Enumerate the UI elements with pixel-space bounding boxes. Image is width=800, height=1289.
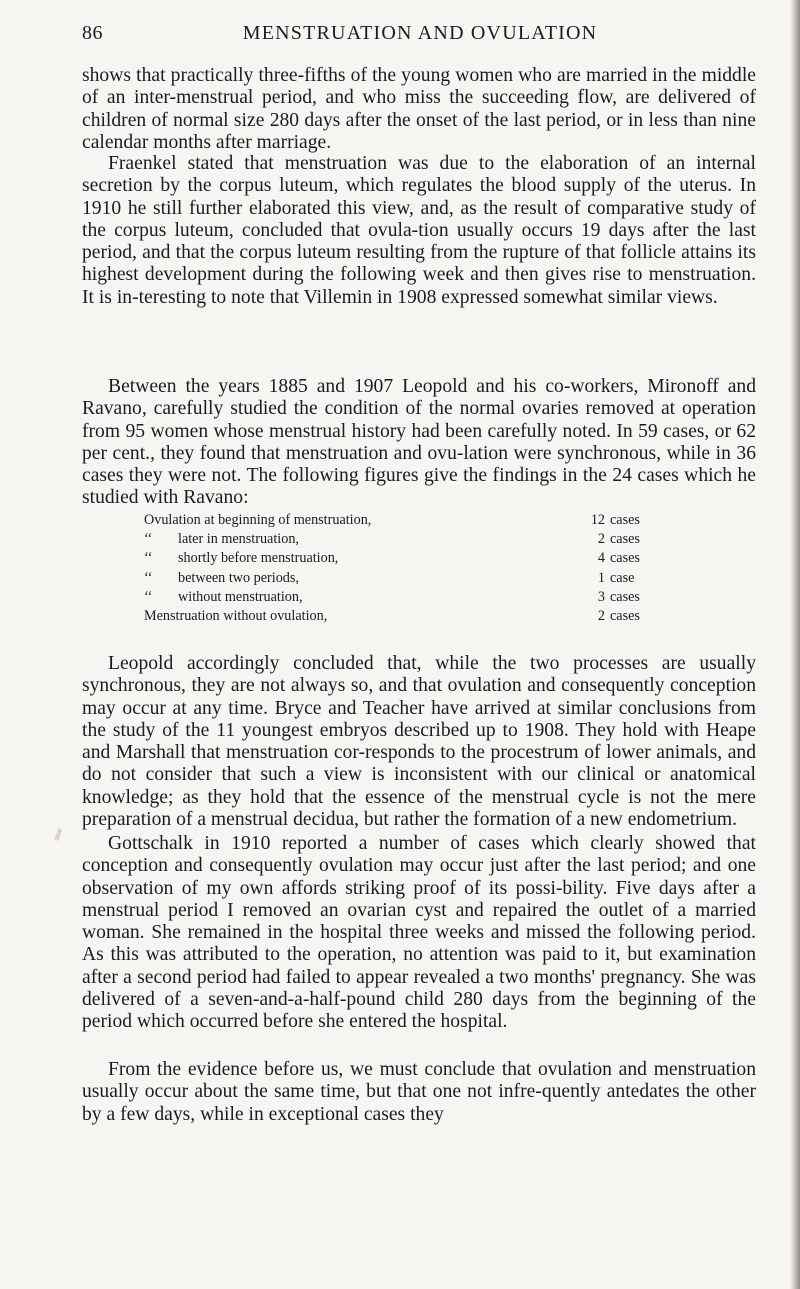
ditto-mark: ‘‘	[144, 531, 153, 548]
ditto-mark: ‘‘	[144, 569, 153, 586]
row-count	[584, 530, 684, 549]
page-header	[82, 22, 758, 50]
row-count	[584, 569, 684, 588]
count-unit: cases	[610, 531, 640, 548]
row-label: Menstruation without ovulation,	[144, 608, 328, 625]
table-row	[144, 530, 684, 549]
count-unit: cases	[610, 588, 640, 605]
ditto-mark: ‘‘	[144, 588, 153, 605]
row-count	[584, 588, 684, 607]
count-value: 12	[590, 512, 605, 528]
findings-table	[144, 511, 684, 626]
count-unit: cases	[610, 512, 640, 528]
paragraph-conclusion: From the evidence before us, we must conclude that ovulation and menstruation usually occur about the same time, but that one not infre-quently antedates the other by a few days, while in exceptional cases they	[82, 1059, 756, 1125]
ditto-mark: ‘‘	[144, 550, 153, 567]
table-row	[144, 549, 684, 568]
margin-mark-icon	[52, 827, 64, 843]
paragraph-fraenkel: Fraenkel stated that menstruation was due to the elaboration of an internal secretion by the corpus luteum, which regulates the blood supply of the uterus. In 1910 he still further elaborated this view, and, as the result of comparative study of the corpus luteum, concluded that ovula-tion usually occurs 19 days after the last period, and that the corpus luteum resulting from the rupture of that follicle attains its highest development during the following week and then gives rise to menstruation. It is in-teresting to note that Villemin in 1908 expressed somewhat similar views.	[82, 153, 756, 308]
paragraph-continuation: shows that practically three-fifths of the young women who are married in the middle of an inter-menstrual period, and who miss the succeeding flow, are delivered of children of normal size 280 days after the onset of the last period, or in less than nine calendar months after marriage.	[82, 65, 756, 153]
row-label: without menstruation,	[178, 588, 303, 605]
paragraph-gottschalk: Gottschalk in 1910 reported a number of cases which clearly showed that conception and consequently ovulation may occur just after the last period; and one observation of my own affords striking proof of its possi-bility. Five days after a menstrual period I removed an ovarian cyst and repaired the outlet of a married woman. She remained in the hospital three weeks and missed the following period. As this was attributed to the operation, no attention was paid to it, but examination after a second period had failed to appear revealed a two months' pregnancy. She was delivered of a seven-and-a-half-pound child 280 days from the beginning of the period which occurred before she entered the hospital.	[82, 833, 756, 1033]
row-count	[584, 511, 684, 530]
paragraph-leopold-conclusion: Leopold accordingly concluded that, while the two processes are usually synchronous, they are not always so, and that ovulation and consequently conception may occur at any time. Bryce and Teacher have arrived at similar conclusions from the study of the 11 youngest embryos described up to 1908. They hold with Heape and Marshall that menstruation cor-responds to the procestrum of lower animals, and do not consider that such a view is inconsistent with our clinical or anatomical knowledge; as they hold that the essence of the menstrual cycle is not the mere preparation of a menstrual decidua, but rather the formation of a new endometrium.	[82, 653, 756, 831]
row-label: shortly before menstruation,	[178, 550, 339, 567]
count-value: 1	[597, 569, 605, 586]
page-edge-shadow	[790, 0, 800, 1289]
running-head: MENSTRUATION AND OVULATION	[242, 22, 598, 44]
count-value: 2	[597, 531, 605, 548]
table-row	[144, 511, 684, 530]
count-value: 2	[597, 608, 605, 625]
row-count	[584, 607, 684, 626]
table-row	[144, 607, 684, 626]
table-row	[144, 569, 684, 588]
row-count	[584, 549, 684, 568]
count-value: 4	[597, 550, 605, 567]
count-unit: case	[610, 569, 635, 586]
page-number: 86	[82, 22, 103, 44]
count-unit: cases	[610, 550, 640, 567]
count-unit: cases	[610, 608, 640, 625]
paragraph-leopold-study: Between the years 1885 and 1907 Leopold and his co-workers, Mironoff and Ravano, carefully studied the condition of the normal ovaries removed at operation from 95 women whose menstrual history had been carefully noted. In 59 cases, or 62 per cent., they found that menstruation and ovu-lation were synchronous, while in 36 cases they were not. The following figures give the findings in the 24 cases which he studied with Ravano:	[82, 376, 756, 509]
row-label: between two periods,	[178, 569, 299, 586]
row-label: later in menstruation,	[178, 531, 299, 548]
count-value: 3	[597, 588, 605, 605]
row-label: Ovulation at beginning of menstruation,	[144, 512, 372, 528]
table-row	[144, 588, 684, 607]
